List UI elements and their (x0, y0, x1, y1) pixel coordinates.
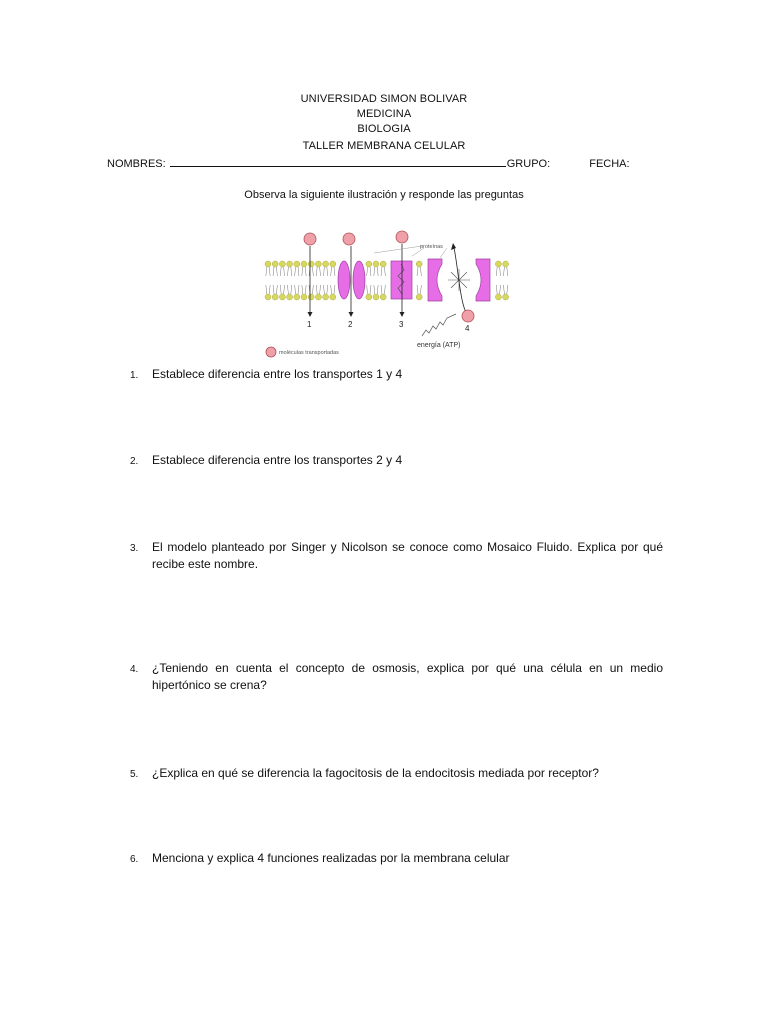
transport-number-4: 4 (465, 324, 470, 333)
group-label: GRUPO: (506, 158, 551, 170)
lipid-tail (334, 285, 335, 294)
question-1-number: 1. (130, 370, 139, 381)
date-label: FECHA: (589, 158, 630, 170)
membrane-transport-figure (262, 226, 512, 366)
question-3-text: El modelo planteado por Singer y Nicolson se conoce como Mosaico Fluido. Explica por qué recibe este nombre. (152, 540, 663, 571)
names-label: NOMBRES: (107, 158, 166, 170)
channel-protein-right (353, 261, 365, 299)
arrowhead-3 (400, 312, 405, 317)
university-name: UNIVERSIDAD SIMON BOLIVAR (300, 93, 468, 105)
lipid-tail (327, 285, 328, 294)
protein-pointer-1 (374, 246, 422, 253)
faculty-name: MEDICINA (356, 108, 412, 120)
lipid-tail (287, 267, 288, 276)
lipid-head (323, 294, 329, 300)
lipid-tail (500, 285, 501, 294)
lipid-tail (420, 285, 421, 294)
lipid-tail (280, 285, 281, 294)
question-1 (130, 366, 663, 383)
lipid-head (294, 261, 300, 267)
lipid-tail (370, 267, 371, 276)
lipid-tail (320, 285, 321, 294)
lipid-head (416, 261, 422, 267)
question-6-number: 6. (130, 854, 139, 865)
lipid-tail (496, 267, 497, 276)
pump-right (476, 259, 490, 301)
lipid-tail (377, 285, 378, 294)
lipid-tail (280, 267, 281, 276)
lipid-head (416, 294, 422, 300)
lipid-tail (323, 267, 324, 276)
lipid-head (503, 294, 509, 300)
lipid-tail (295, 285, 296, 294)
energy-squiggle (422, 314, 456, 336)
lipid-tail (276, 267, 277, 276)
lipid-head (380, 261, 386, 267)
question-5-text: ¿Explica en qué se diferencia la fagocitosis de la endocitosis mediada por receptor? (152, 766, 599, 780)
lipid-head (287, 261, 293, 267)
lipid-tail (507, 285, 508, 294)
lipid-head (279, 261, 285, 267)
workshop-title: TALLER MEMBRANA CELULAR (302, 140, 466, 152)
lipid-tail (496, 285, 497, 294)
lipid-tail (384, 267, 385, 276)
label-molecules: moléculas transportadas (279, 350, 339, 356)
label-energy: energía (ATP) (417, 342, 461, 349)
lipid-tail (305, 285, 306, 294)
lipid-head (265, 261, 271, 267)
subject-name: BIOLOGIA (357, 123, 411, 135)
lipid-tail (420, 267, 421, 276)
lipid-head (308, 294, 314, 300)
question-3-number: 3. (130, 543, 139, 554)
lipid-head (294, 294, 300, 300)
lipid-head (272, 261, 278, 267)
lipid-tail (327, 267, 328, 276)
lipid-head (380, 294, 386, 300)
lipid-tail (370, 285, 371, 294)
lipid-tail (298, 267, 299, 276)
lipid-head (301, 261, 307, 267)
question-6 (130, 850, 663, 867)
lipid-head (279, 294, 285, 300)
lipid-head (366, 261, 372, 267)
molecule-1 (304, 233, 316, 245)
lipid-tail (316, 267, 317, 276)
lipid-tail (417, 285, 418, 294)
question-4-text: ¿Teniendo en cuenta el concepto de osmosis, explica por qué una célula en un medio hipertónico se crena? (152, 661, 663, 692)
lipid-tail (295, 267, 296, 276)
lipid-head (373, 294, 379, 300)
question-2 (130, 452, 663, 469)
lipid-head (323, 261, 329, 267)
lipid-tail (374, 267, 375, 276)
lipid-tail (302, 285, 303, 294)
arrow-4 (454, 248, 467, 314)
lipid-tail (316, 285, 317, 294)
transport-number-3: 3 (399, 320, 404, 329)
lipid-tail (500, 267, 501, 276)
pump-left (428, 259, 442, 301)
question-5-number: 5. (130, 769, 139, 780)
lipid-tail (367, 285, 368, 294)
question-4-number: 4. (130, 664, 139, 675)
lipid-head (330, 261, 336, 267)
lipid-head (315, 261, 321, 267)
question-6-text: Menciona y explica 4 funciones realizadas por la membrana celular (152, 851, 510, 865)
lipid-tail (302, 267, 303, 276)
question-4 (130, 660, 663, 694)
lipid-tail (323, 285, 324, 294)
lipid-head (330, 294, 336, 300)
lipid-tail (266, 285, 267, 294)
lipid-head (503, 261, 509, 267)
lipid-head (495, 294, 501, 300)
lipid-head (315, 294, 321, 300)
arrowhead-2 (349, 312, 354, 317)
lipid-tail (291, 285, 292, 294)
lipid-tail (276, 285, 277, 294)
lipid-tail (266, 267, 267, 276)
lipid-head (272, 294, 278, 300)
lipid-tail (320, 267, 321, 276)
lipid-tail (312, 267, 313, 276)
lipid-tail (287, 285, 288, 294)
molecule-3 (396, 231, 408, 243)
names-blank-line (170, 156, 506, 167)
legend-molecule-swatch (266, 347, 276, 357)
lipid-tail (374, 285, 375, 294)
question-3 (130, 539, 663, 573)
question-1-text: Establece diferencia entre los transportes 1 y 4 (152, 367, 403, 381)
lipid-tail (284, 285, 285, 294)
lipid-bilayer (265, 261, 509, 300)
channel-protein-left (338, 261, 350, 299)
lipid-tail (273, 285, 274, 294)
lipid-tail (312, 285, 313, 294)
lipid-tail (377, 267, 378, 276)
lipid-tail (331, 267, 332, 276)
lipid-head (287, 294, 293, 300)
lipid-tail (503, 285, 504, 294)
question-5 (130, 765, 663, 782)
lipid-head (373, 261, 379, 267)
lipid-tail (384, 285, 385, 294)
lipid-head (495, 261, 501, 267)
lipid-tail (298, 285, 299, 294)
lipid-tail (305, 267, 306, 276)
student-info-row (107, 156, 667, 170)
transport-number-1: 1 (307, 320, 312, 329)
molecule-4 (462, 310, 474, 322)
arrowhead-1 (308, 312, 313, 317)
lipid-tail (417, 267, 418, 276)
lipid-head (301, 294, 307, 300)
lipid-head (265, 294, 271, 300)
lipid-tail (334, 267, 335, 276)
transport-number-2: 2 (348, 320, 353, 329)
lipid-tail (273, 267, 274, 276)
lipid-tail (381, 267, 382, 276)
lipid-tail (284, 267, 285, 276)
lipid-tail (503, 267, 504, 276)
lipid-tail (291, 267, 292, 276)
lipid-tail (269, 285, 270, 294)
lipid-tail (331, 285, 332, 294)
lipid-tail (507, 267, 508, 276)
lipid-tail (381, 285, 382, 294)
molecule-2 (343, 233, 355, 245)
question-2-number: 2. (130, 456, 139, 467)
arrowhead-4 (451, 243, 456, 250)
lipid-head (366, 294, 372, 300)
lipid-tail (367, 267, 368, 276)
instruction-text: Observa la siguiente ilustración y responde las preguntas (244, 189, 524, 201)
lipid-tail (269, 267, 270, 276)
label-proteins: proteínas (420, 244, 443, 250)
question-2-text: Establece diferencia entre los transportes 2 y 4 (152, 453, 403, 467)
lipid-head (308, 261, 314, 267)
